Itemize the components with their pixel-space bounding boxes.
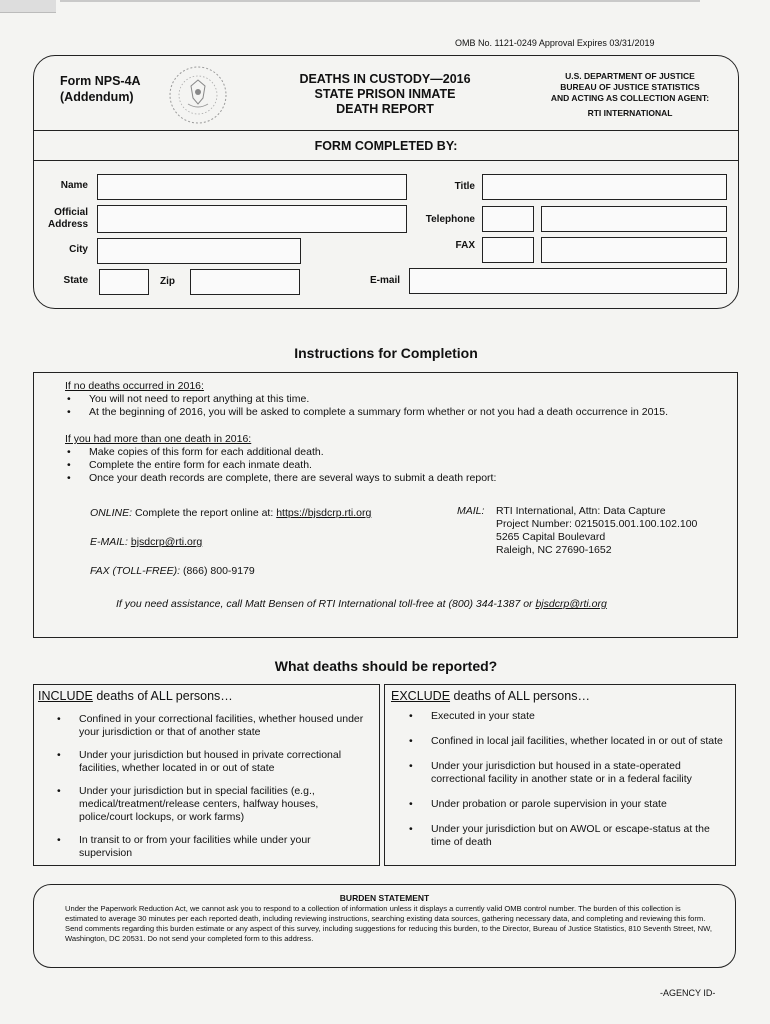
list-item: • Confined in local jail facilities, whether located in or out of state (407, 735, 725, 748)
header-divider (33, 130, 739, 131)
title-line-1: DEATHS IN CUSTODY—2016 (299, 72, 471, 86)
exclude-heading (391, 689, 590, 703)
list-item: • You will not need to report anything at this time. (65, 393, 730, 406)
list-item: • Under your jurisdiction but in special facilities (e.g., medical/treatment/release centers, halfway houses, police/court lockups, or work farms) (55, 785, 365, 824)
online-label: ONLINE: (90, 507, 133, 519)
mail-line-3: 5265 Capital Boulevard (496, 531, 606, 543)
mail-label (457, 505, 484, 518)
city-field[interactable] (97, 238, 301, 264)
online-url-link[interactable]: https://bjsdcrp.rti.org (276, 507, 372, 519)
burden-title: BURDEN STATEMENT (339, 893, 430, 903)
include-heading (38, 689, 233, 703)
no-deaths-section (65, 380, 730, 419)
assistance-note (116, 598, 607, 611)
assistance-email-link[interactable]: bjsdcrp@rti.org (535, 598, 607, 610)
name-label: Name (60, 180, 88, 191)
agency-block (535, 71, 725, 119)
list-item: • Executed in your state (407, 710, 725, 723)
list-item: • Complete the entire form for each inmate death. (65, 459, 730, 472)
list-item: • Under probation or parole supervision in your state (407, 798, 725, 811)
official-address-field[interactable] (97, 205, 407, 233)
mail-line-4: Raleigh, NC 27690-1652 (496, 544, 612, 556)
agency-line-1: U.S. DEPARTMENT OF JUSTICE (565, 71, 695, 81)
no-deaths-heading: If no deaths occurred in 2016: (65, 380, 204, 392)
list-item: • At the beginning of 2016, you will be asked to complete a summary form whether or not you had a death occurrence in 2015. (65, 406, 730, 419)
list-item: • Make copies of this form for each additional death. (65, 446, 730, 459)
title-field[interactable] (482, 174, 727, 200)
telephone-area-code-field[interactable] (482, 206, 534, 232)
exclude-word: EXCLUDE (391, 689, 451, 703)
scan-artifact (0, 0, 56, 13)
fax-toll-free-number: (866) 800-9179 (182, 565, 255, 577)
list-item: • Under your jurisdiction but on AWOL or escape-status at the time of death (407, 823, 725, 849)
multiple-deaths-section (65, 433, 730, 485)
email-submission (90, 536, 202, 549)
address-label-2: Address (47, 219, 88, 230)
agency-line-2: BUREAU OF JUSTICE STATISTICS (560, 82, 700, 92)
bjs-seal-icon (163, 64, 233, 126)
scan-edge-line (60, 0, 700, 2)
agency-line-4: RTI INTERNATIONAL (587, 108, 673, 118)
address-label-1: Official (54, 207, 88, 218)
form-identifier (60, 73, 141, 105)
zip-label: Zip (160, 276, 175, 287)
title-line-2: STATE PRISON INMATE (314, 87, 456, 101)
list-item: • In transit to or from your facilities while under your supervision (55, 834, 365, 860)
fax-label: FAX (455, 240, 475, 251)
list-item: • Under your jurisdiction but housed in private correctional facilities, whether located in or out of state (55, 749, 365, 775)
title-label: Title (454, 181, 475, 192)
exclude-rest: deaths of ALL persons… (450, 689, 590, 703)
online-text: Complete the report online at: (134, 507, 274, 519)
official-address-label (30, 207, 88, 231)
include-list (55, 713, 365, 860)
multiple-deaths-heading: If you had more than one death in 2016: (65, 433, 252, 445)
list-item: • Confined in your correctional facilities, whether housed under your jurisdiction or that of another state (55, 713, 365, 739)
mail-label-text: MAIL: (457, 505, 485, 517)
fax-number-field[interactable] (541, 237, 727, 263)
report-title (280, 72, 490, 117)
include-word: INCLUDE (38, 689, 93, 703)
name-field[interactable] (97, 174, 407, 200)
list-item: • Once your death records are complete, there are several ways to submit a death report: (65, 472, 730, 485)
mail-line-2: Project Number: 0215015.001.100.102.100 (496, 518, 698, 530)
telephone-number-field[interactable] (541, 206, 727, 232)
form-number: Form NPS-4A (60, 74, 141, 88)
telephone-label: Telephone (425, 214, 475, 225)
fax-submit-label: FAX (TOLL-FREE): (90, 565, 181, 577)
exclude-list (407, 710, 725, 849)
assistance-text: If you need assistance, call Matt Bensen of RTI International toll-free at (800) 344-1387 or (116, 598, 533, 610)
title-line-3: DEATH REPORT (336, 102, 434, 116)
include-rest: deaths of ALL persons… (92, 689, 233, 703)
reported-heading: What deaths should be reported? (274, 658, 498, 674)
city-label: City (69, 244, 88, 255)
form-completed-by-title: FORM COMPLETED BY: (314, 139, 458, 153)
email-label: E-mail (369, 275, 400, 286)
state-label: State (63, 275, 88, 286)
instructions-heading: Instructions for Completion (294, 345, 478, 361)
agency-line-3: AND ACTING AS COLLECTION AGENT: (550, 93, 710, 103)
email-submit-label: E-MAIL: (90, 536, 128, 548)
fax-area-code-field[interactable] (482, 237, 534, 263)
mail-line-1: RTI International, Attn: Data Capture (496, 505, 666, 517)
email-address-link[interactable]: bjsdcrp@rti.org (130, 536, 203, 548)
section-divider (33, 160, 739, 161)
list-item: • Under your jurisdiction but housed in a state-operated correctional facility in another state or in a federal facility (407, 760, 725, 786)
omb-number: OMB No. 1121-0249 Approval Expires 03/31/2019 (455, 38, 655, 48)
online-submission (90, 507, 371, 520)
form-addendum: (Addendum) (60, 90, 134, 104)
state-field[interactable] (99, 269, 149, 295)
zip-field[interactable] (190, 269, 300, 295)
fax-submission (90, 565, 255, 578)
agency-id-label: -AGENCY ID- (660, 988, 716, 998)
burden-text: Under the Paperwork Reduction Act, we cannot ask you to respond to a collection of information unless it displays a currently valid OMB control number. The burden of this collection is estimated to average 30 minutes per each reported death, including reviewing instructions, searching existing data sources, gathering necessary data, and completing and reviewing this form. Send comments regarding this burden estimate or any aspect of this survey, including suggestions for reducing this burden, to the Director, Bureau of Justice Statistics, 810 Seventh Street, NW, Washington, DC 20531. Do not send your completed form to this address. (65, 904, 712, 943)
mail-address (496, 505, 731, 557)
email-field[interactable] (409, 268, 727, 294)
